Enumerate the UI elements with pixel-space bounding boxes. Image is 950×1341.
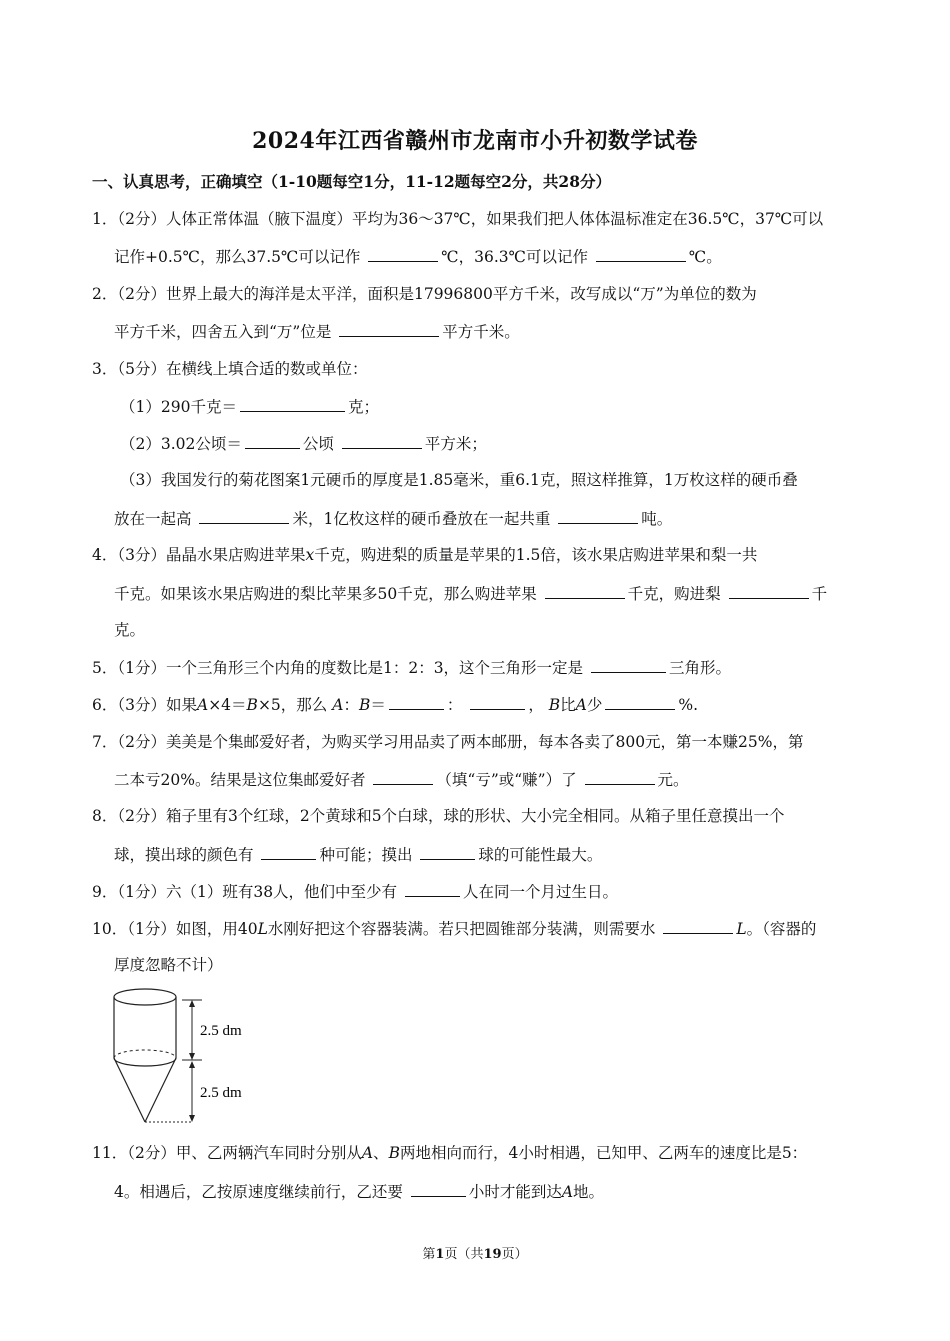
arrowhead-up bbox=[189, 1000, 195, 1007]
answer-blank[interactable] bbox=[420, 844, 475, 860]
question-11-line-2: 4。相遇后，乙按原速度继续前行，乙还要 小时才能到达A地。 bbox=[114, 1183, 605, 1201]
question-2-line-1: 2．（2分）世界上最大的海洋是太平洋，面积是17996800平方千米，改写成以“万”为单位的数为 bbox=[92, 285, 757, 303]
answer-blank[interactable] bbox=[368, 246, 438, 262]
answer-blank[interactable] bbox=[342, 433, 422, 449]
answer-blank[interactable] bbox=[591, 657, 666, 673]
height-label-cylinder: 2.5 dm bbox=[200, 1023, 242, 1039]
answer-blank[interactable] bbox=[389, 694, 444, 710]
question-7-line-1: 7．（2分）美美是个集邮爱好者，为购买学习用品卖了两本邮册，每本各卖了800元，第一本赚25%，第 bbox=[92, 733, 804, 751]
question-3-sub-3: （3）我国发行的菊花图案1元硬币的厚度是1.85毫米，重6.1克，照这样推算，1万枚这样的硬币叠 bbox=[120, 471, 798, 489]
page-footer: 第1页（共19页） bbox=[422, 1247, 528, 1262]
answer-blank[interactable] bbox=[545, 583, 625, 599]
question-5: 5．（1分）一个三角形三个内角的度数比是1：2：3，这个三角形一定是 三角形。 bbox=[92, 659, 732, 677]
answer-blank[interactable] bbox=[663, 918, 733, 934]
answer-blank[interactable] bbox=[558, 508, 638, 524]
arrowhead-down bbox=[189, 1053, 195, 1060]
question-11-line-1: 11．（2分）甲、乙两辆汽车同时分别从A、B两地相向而行，4小时相遇，已知甲、乙两车的速度比是5： bbox=[92, 1144, 808, 1162]
answer-blank[interactable] bbox=[585, 769, 655, 785]
question-10-line-2: 厚度忽略不计） bbox=[114, 956, 223, 974]
answer-blank[interactable] bbox=[261, 844, 316, 860]
answer-blank[interactable] bbox=[729, 583, 809, 599]
question-1-line-1: 1．（2分）人体正常体温（腋下温度）平均为36～37℃，如果我们把人体体温标准定在36.5℃，37℃可以 bbox=[92, 210, 824, 228]
question-8-line-1: 8．（2分）箱子里有3个红球，2个黄球和5个白球，球的形状、大小完全相同。从箱子里任意摸出一个 bbox=[92, 807, 785, 825]
answer-blank[interactable] bbox=[373, 769, 433, 785]
answer-blank[interactable] bbox=[240, 396, 345, 412]
answer-blank[interactable] bbox=[470, 694, 525, 710]
question-2-line-2: 平方千米，四舍五入到“万”位是 平方千米。 bbox=[114, 323, 520, 341]
page-number: 1 bbox=[435, 1247, 445, 1262]
cylinder-bottom-back bbox=[114, 1050, 176, 1058]
question-8-line-2: 球，摸出球的颜色有 种可能；摸出 球的可能性最大。 bbox=[114, 846, 603, 864]
question-3-sub-1: （1）290千克＝ 克； bbox=[120, 398, 379, 416]
answer-blank[interactable] bbox=[339, 321, 439, 337]
arrowhead-up-2 bbox=[189, 1061, 195, 1068]
page-title: 2024年江西省赣州市龙南市小升初数学试卷 bbox=[252, 128, 698, 154]
cone-left-side bbox=[114, 1058, 145, 1122]
cone-right-side bbox=[145, 1058, 176, 1122]
question-9: 9．（1分）六（1）班有38人，他们中至少有 人在同一个月过生日。 bbox=[92, 883, 619, 901]
question-3-sub-3-line-2: 放在一起高 米，1亿枚这样的硬币叠放在一起共重 吨。 bbox=[114, 510, 673, 528]
height-label-cone: 2.5 dm bbox=[200, 1085, 242, 1101]
answer-blank[interactable] bbox=[405, 881, 460, 897]
question-1-line-2: 记作+0.5℃，那么37.5℃可以记作 ℃，36.3℃可以记作 ℃。 bbox=[114, 248, 722, 266]
answer-blank[interactable] bbox=[199, 508, 289, 524]
question-3-line-1: 3．（5分）在横线上填合适的数或单位： bbox=[92, 360, 368, 378]
question-7-line-2: 二本亏20%。结果是这位集邮爱好者 （填“亏”或“赚”）了 元。 bbox=[114, 771, 689, 789]
cylinder-top bbox=[114, 989, 176, 1005]
answer-blank[interactable] bbox=[605, 694, 675, 710]
page-total: 19 bbox=[483, 1247, 502, 1262]
answer-blank[interactable] bbox=[596, 246, 686, 262]
question-6: 6．（3分）如果A×4＝B×5，那么 A：B＝ ： ， B比A少 %. bbox=[92, 696, 699, 714]
question-4-line-3: 克。 bbox=[114, 621, 146, 639]
question-4-line-1: 4．（3分）晶晶水果店购进苹果x千克，购进梨的质量是苹果的1.5倍，该水果店购进苹果和梨一共 bbox=[92, 546, 758, 564]
section-heading: 一、认真思考，正确填空（1-10题每空1分，11-12题每空2分，共28分） bbox=[92, 172, 612, 191]
question-4-line-2: 千克。如果该水果店购进的梨比苹果多50千克，那么购进苹果 千克，购进梨 千 bbox=[114, 585, 828, 603]
answer-blank[interactable] bbox=[245, 433, 300, 449]
question-3-sub-2: （2）3.02公顷＝ 公顷 平方米； bbox=[120, 435, 487, 453]
container-figure bbox=[110, 985, 280, 1135]
answer-blank[interactable] bbox=[411, 1181, 466, 1197]
cylinder-bottom-front bbox=[114, 1058, 176, 1066]
arrowhead-down-2 bbox=[189, 1115, 195, 1122]
question-10-line-1: 10．（1分）如图，用40L水刚好把这个容器装满。若只把圆锥部分装满，则需要水 L。（容器的 bbox=[92, 920, 817, 938]
